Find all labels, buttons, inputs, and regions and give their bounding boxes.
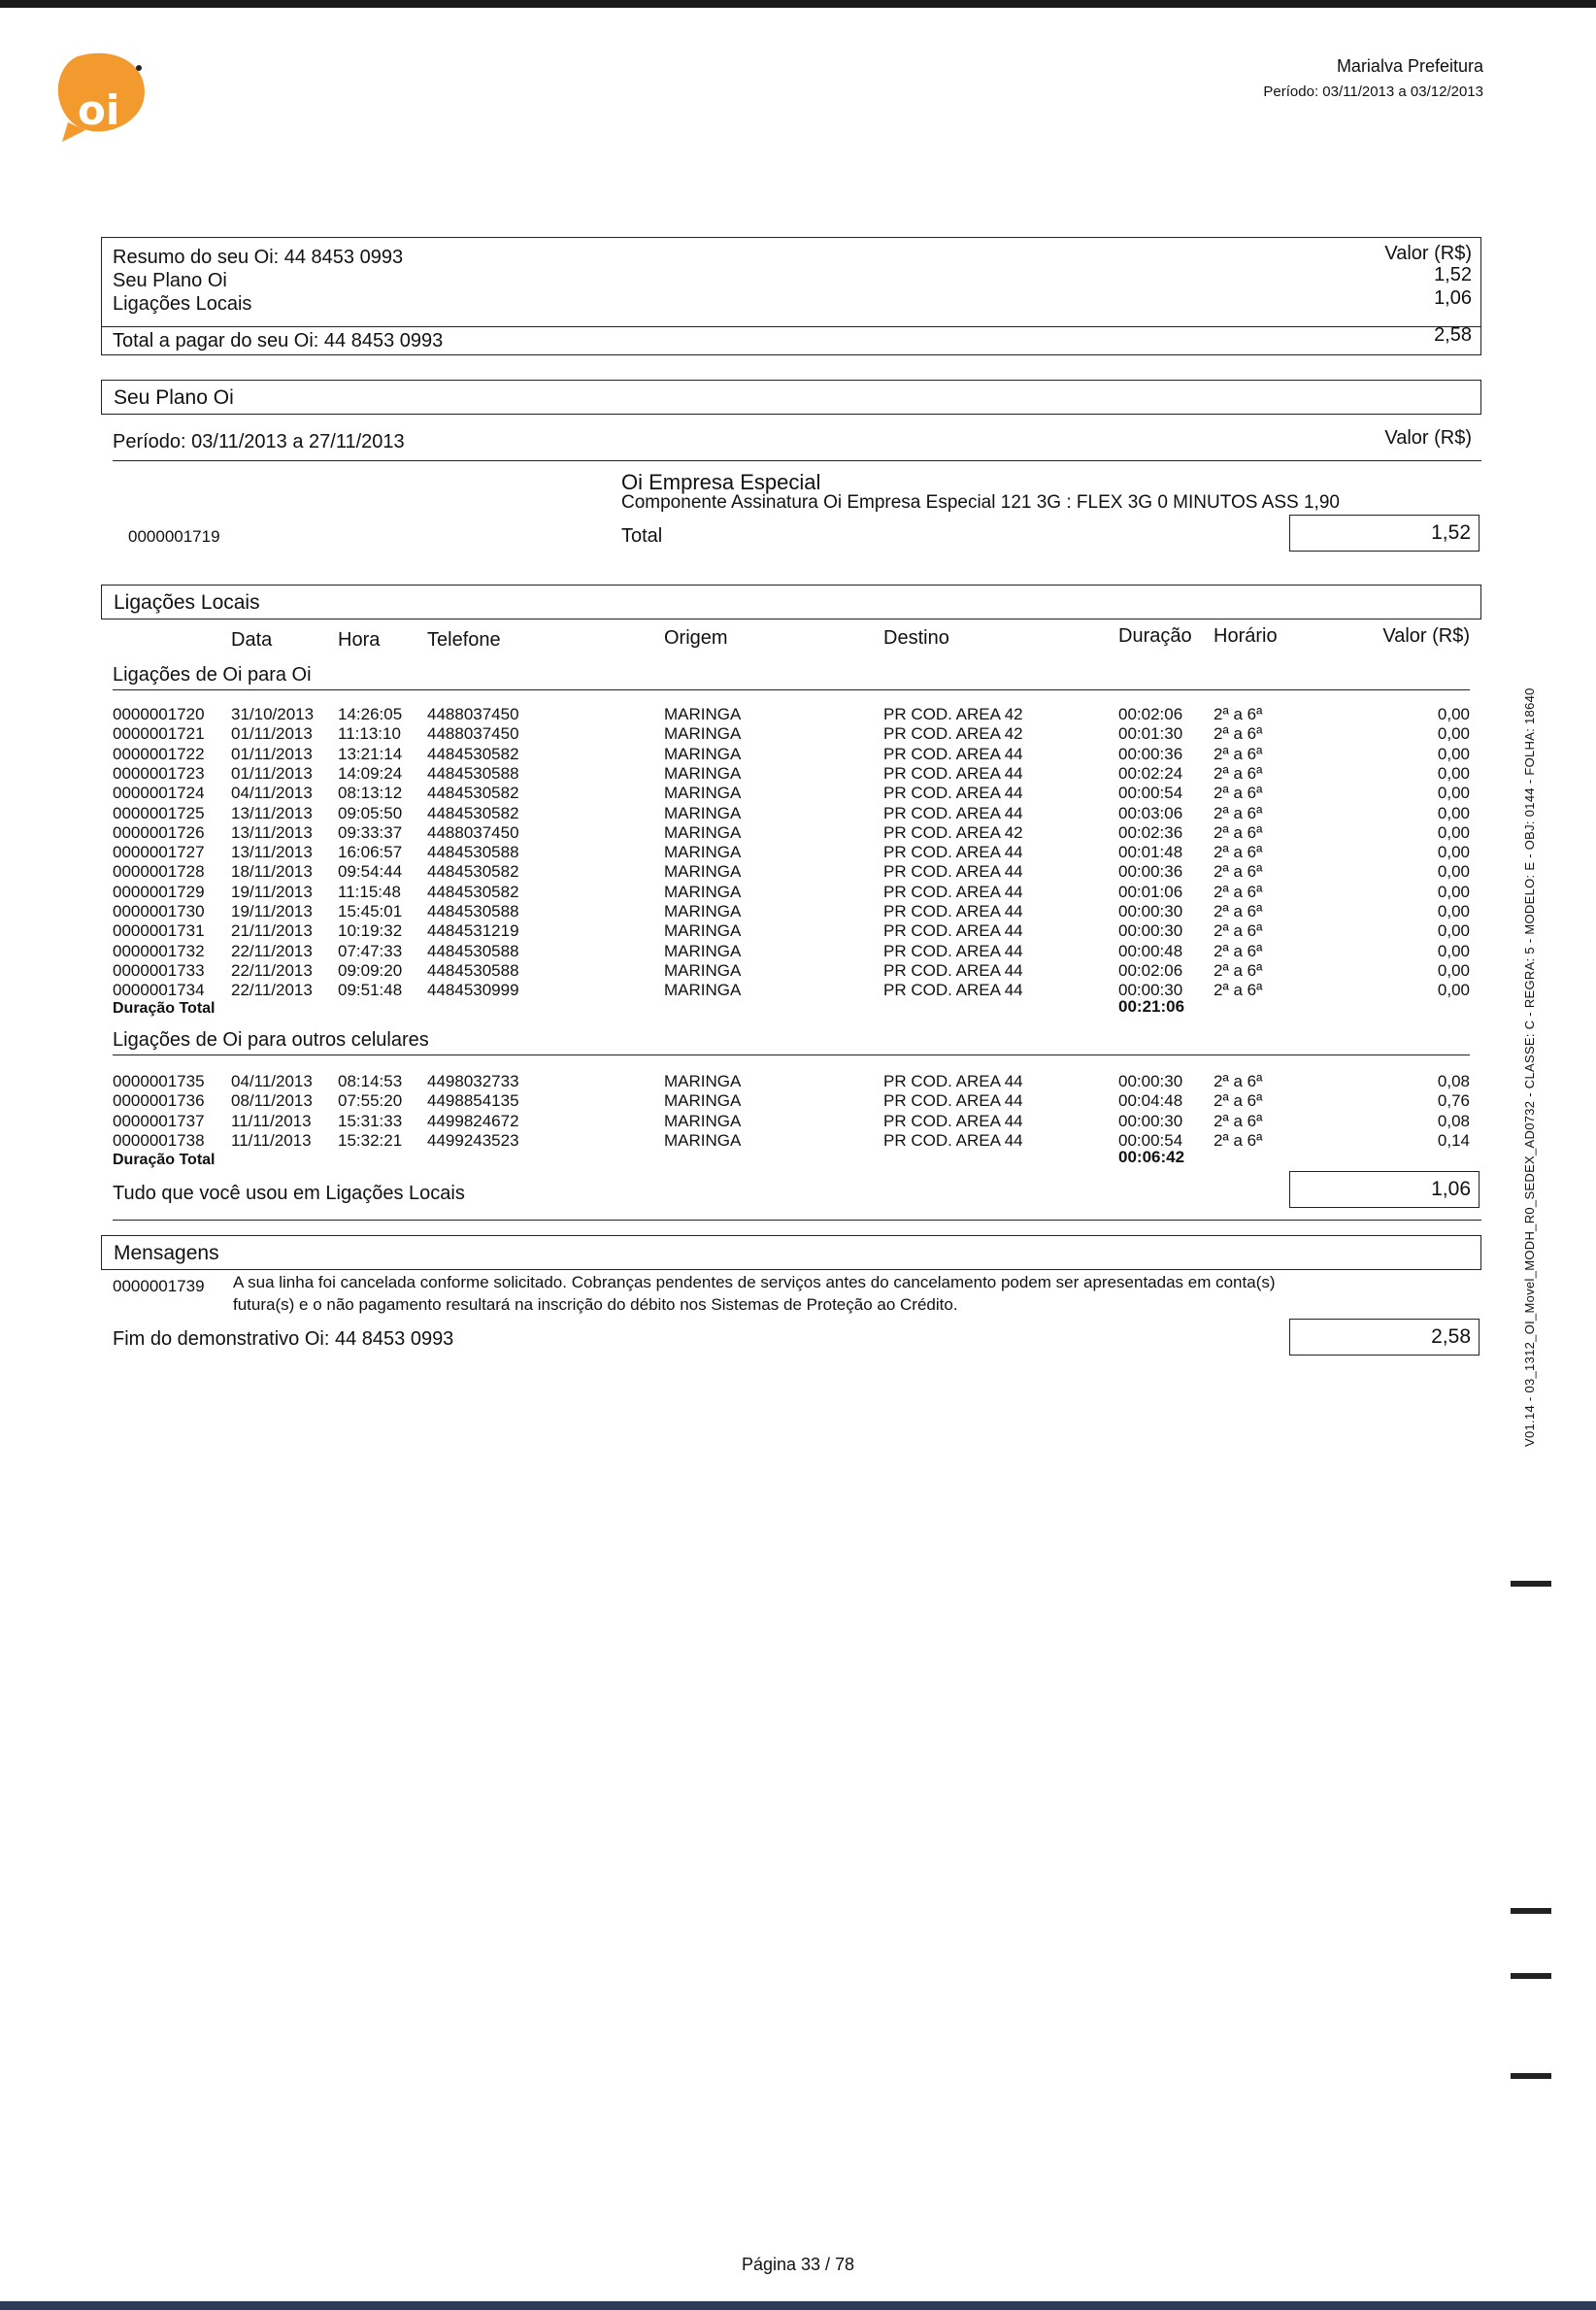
call-value: 0,14 [1437,1130,1470,1150]
call-date: 22/11/2013 [231,960,313,980]
call-origin: MARINGA [664,960,742,980]
call-row [0,724,1596,744]
call-date: 01/11/2013 [231,724,313,744]
call-id: 0000001723 [113,763,205,783]
summary-total-value: 2,58 [1434,324,1472,346]
call-date: 21/11/2013 [231,921,313,941]
end-label: Fim do demonstrativo Oi: 44 8453 0993 [113,1328,454,1350]
call-row [0,883,1596,902]
call-row [0,1112,1596,1131]
plan-divider [113,460,1481,461]
call-value: 0,00 [1437,921,1470,941]
group2-duration-label: Duração Total [113,1152,216,1168]
call-duration: 00:00:48 [1118,941,1183,960]
call-id: 0000001720 [113,705,205,723]
call-duration: 00:00:30 [1118,981,1183,1000]
plan-period: Período: 03/11/2013 a 27/11/2013 [113,431,405,452]
call-time: 09:51:48 [338,981,403,1000]
call-id: 0000001726 [113,822,205,842]
call-duration: 00:00:36 [1118,744,1183,763]
plan-section-title: Seu Plano Oi [114,386,234,409]
call-destination: PR COD. AREA 44 [883,882,1023,901]
call-destination: PR COD. AREA 44 [883,941,1023,960]
call-value: 0,08 [1437,1072,1470,1090]
call-destination: PR COD. AREA 44 [883,1111,1023,1130]
call-row [0,981,1596,1000]
call-time: 14:09:24 [338,763,403,783]
billing-period: Período: 03/11/2013 a 03/12/2013 [1263,84,1483,100]
group1-duration: 00:21:06 [1118,997,1185,1016]
call-value: 0,08 [1437,1111,1470,1130]
call-destination: PR COD. AREA 44 [883,1072,1023,1090]
call-id: 0000001738 [113,1130,205,1150]
plan-id: 0000001719 [128,527,220,546]
call-phone: 4488037450 [427,822,519,842]
call-schedule: 2ª a 6ª [1214,921,1263,941]
call-destination: PR COD. AREA 44 [883,902,1023,921]
call-row [0,1131,1596,1151]
call-phone: 4484530588 [427,960,519,980]
call-duration: 00:00:54 [1118,1130,1183,1150]
call-origin: MARINGA [664,843,742,862]
group1-duration-label: Duração Total [113,1000,216,1017]
call-destination: PR COD. AREA 44 [883,803,1023,822]
call-row [0,1091,1596,1111]
call-destination: PR COD. AREA 44 [883,843,1023,862]
call-destination: PR COD. AREA 44 [883,784,1023,803]
call-duration: 00:00:30 [1118,1072,1183,1090]
calls-section-title: Ligações Locais [114,591,260,614]
call-origin: MARINGA [664,763,742,783]
call-value: 0,00 [1437,882,1470,901]
call-destination: PR COD. AREA 44 [883,744,1023,763]
call-row [0,1072,1596,1091]
call-destination: PR COD. AREA 44 [883,763,1023,783]
call-schedule: 2ª a 6ª [1214,803,1263,822]
call-origin: MARINGA [664,1111,742,1130]
call-schedule: 2ª a 6ª [1214,902,1263,921]
call-date: 04/11/2013 [231,1072,313,1090]
call-duration: 00:02:36 [1118,822,1183,842]
call-destination: PR COD. AREA 44 [883,1130,1023,1150]
calls-section-header [101,585,1481,619]
call-phone: 4484530582 [427,862,519,882]
call-duration: 00:00:36 [1118,862,1183,882]
call-duration: 00:00:30 [1118,1111,1183,1130]
call-date: 13/11/2013 [231,843,313,862]
calls-total-box [1289,1171,1480,1208]
call-row [0,862,1596,882]
call-date: 01/11/2013 [231,763,313,783]
call-phone: 4484530582 [427,784,519,803]
call-origin: MARINGA [664,981,742,1000]
call-value: 0,00 [1437,981,1470,1000]
call-date: 22/11/2013 [231,981,313,1000]
col-origem: Origem [664,627,728,649]
call-row [0,961,1596,981]
call-phone: 4484530588 [427,902,519,921]
call-origin: MARINGA [664,902,742,921]
call-value: 0,00 [1437,822,1470,842]
call-destination: PR COD. AREA 44 [883,960,1023,980]
call-origin: MARINGA [664,744,742,763]
call-schedule: 2ª a 6ª [1214,882,1263,901]
oi-logo [49,47,155,153]
call-phone: 4484530582 [427,744,519,763]
call-schedule: 2ª a 6ª [1214,862,1263,882]
call-schedule: 2ª a 6ª [1214,724,1263,744]
call-time: 08:14:53 [338,1072,403,1090]
col-destino: Destino [883,627,949,649]
call-phone: 4484531219 [427,921,519,941]
call-phone: 4499243523 [427,1130,519,1150]
omr-mark [1511,1581,1551,1587]
call-date: 13/11/2013 [231,822,313,842]
top-border [0,0,1596,8]
call-value: 0,00 [1437,941,1470,960]
call-id: 0000001724 [113,784,205,803]
call-id: 0000001731 [113,921,205,941]
call-id: 0000001725 [113,803,205,822]
omr-mark [1511,1908,1551,1914]
call-value: 0,00 [1437,843,1470,862]
call-duration: 00:00:30 [1118,921,1183,941]
plan-total-value: 1,52 [1431,521,1471,544]
call-row [0,705,1596,724]
call-time: 13:21:14 [338,744,403,763]
page-number: Página 33 / 78 [741,2255,855,2274]
call-date: 19/11/2013 [231,902,313,921]
call-row [0,823,1596,843]
call-id: 0000001734 [113,981,205,1000]
call-origin: MARINGA [664,724,742,744]
call-id: 0000001732 [113,941,205,960]
summary-value-header: Valor (R$) [1384,243,1472,264]
call-row [0,804,1596,823]
col-horario: Horário [1214,625,1278,647]
call-time: 11:13:10 [338,724,401,744]
call-origin: MARINGA [664,882,742,901]
call-duration: 00:01:06 [1118,882,1183,901]
call-date: 11/11/2013 [231,1130,312,1150]
summary-item-value: 1,06 [1434,287,1472,309]
col-duracao: Duração [1118,625,1192,647]
summary-title: Resumo do seu Oi: 44 8453 0993 [113,247,404,268]
group2-duration: 00:06:42 [1118,1148,1185,1166]
call-phone: 4488037450 [427,724,519,744]
call-date: 04/11/2013 [231,784,313,803]
call-id: 0000001733 [113,960,205,980]
call-schedule: 2ª a 6ª [1214,705,1263,723]
call-schedule: 2ª a 6ª [1214,843,1263,862]
call-schedule: 2ª a 6ª [1214,960,1263,980]
call-time: 14:26:05 [338,705,403,723]
call-time: 09:09:20 [338,960,403,980]
col-data: Data [231,629,273,651]
call-value: 0,00 [1437,960,1470,980]
summary-item-value: 1,52 [1434,264,1472,285]
call-time: 10:19:32 [338,921,403,941]
call-schedule: 2ª a 6ª [1214,1091,1263,1111]
col-telefone: Telefone [427,629,501,651]
call-duration: 00:00:30 [1118,902,1183,921]
call-time: 15:32:21 [338,1130,403,1150]
call-id: 0000001730 [113,902,205,921]
call-row [0,902,1596,921]
call-id: 0000001737 [113,1111,205,1130]
call-date: 08/11/2013 [231,1091,313,1111]
call-id: 0000001728 [113,862,205,882]
plan-value-header: Valor (R$) [1384,427,1472,449]
calls-total-label: Tudo que você usou em Ligações Locais [113,1183,465,1204]
call-schedule: 2ª a 6ª [1214,1072,1263,1090]
call-phone: 4484530588 [427,763,519,783]
call-origin: MARINGA [664,822,742,842]
call-date: 22/11/2013 [231,941,313,960]
call-date: 01/11/2013 [231,744,313,763]
call-duration: 00:04:48 [1118,1091,1183,1111]
call-destination: PR COD. AREA 42 [883,724,1023,744]
call-time: 16:06:57 [338,843,403,862]
call-date: 18/11/2013 [231,862,313,882]
call-value: 0,00 [1437,705,1470,723]
summary-item-label: Ligações Locais [113,293,252,315]
call-duration: 00:02:06 [1118,705,1183,723]
col-valor: Valor (R$) [1382,625,1470,647]
call-destination: PR COD. AREA 44 [883,1091,1023,1111]
call-duration: 00:03:06 [1118,803,1183,822]
call-origin: MARINGA [664,1130,742,1150]
call-schedule: 2ª a 6ª [1214,744,1263,763]
call-duration: 00:02:06 [1118,960,1183,980]
call-duration: 00:01:48 [1118,843,1183,862]
plan-section-header [101,380,1481,415]
plan-name: Oi Empresa Especial [621,470,821,494]
call-date: 11/11/2013 [231,1111,312,1130]
call-schedule: 2ª a 6ª [1214,1111,1263,1130]
call-row [0,843,1596,862]
call-id: 0000001735 [113,1072,205,1090]
call-value: 0,00 [1437,902,1470,921]
end-total-box [1289,1319,1480,1356]
call-origin: MARINGA [664,1091,742,1111]
call-duration: 00:00:54 [1118,784,1183,803]
call-time: 09:54:44 [338,862,403,882]
call-row [0,784,1596,803]
call-row [0,921,1596,941]
call-id: 0000001727 [113,843,205,862]
call-value: 0,76 [1437,1091,1470,1111]
call-duration: 00:02:24 [1118,763,1183,783]
call-row [0,745,1596,764]
message-line1: A sua linha foi cancelada conforme solicitado. Cobranças pendentes de serviços antes do cancelamento podem ser apresentadas em conta(s) [233,1273,1276,1291]
call-time: 15:45:01 [338,902,403,921]
call-destination: PR COD. AREA 44 [883,862,1023,882]
call-origin: MARINGA [664,862,742,882]
call-time: 07:47:33 [338,941,403,960]
end-total-value: 2,58 [1431,1325,1471,1348]
call-schedule: 2ª a 6ª [1214,1130,1263,1150]
plan-total-label: Total [621,525,663,547]
call-time: 11:15:48 [338,882,401,901]
call-phone: 4484530588 [427,843,519,862]
omr-mark [1511,1973,1551,1979]
group2-title: Ligações de Oi para outros celulares [113,1029,429,1051]
svg-text:oi: oi [78,86,120,134]
call-destination: PR COD. AREA 42 [883,705,1023,723]
call-row [0,764,1596,784]
group1-title: Ligações de Oi para Oi [113,664,312,686]
omr-mark [1511,2073,1551,2079]
call-value: 0,00 [1437,803,1470,822]
call-id: 0000001722 [113,744,205,763]
call-origin: MARINGA [664,941,742,960]
side-control-text: V01.14 - 03_1312_OI_Movel_MODH_R0_SEDEX_AD0732 - CLASSE: C - REGRA: 5 - MODELO: E - OBJ: 0144 - FOLHA: 18640 [1522,687,1537,1447]
plan-component: Componente Assinatura Oi Empresa Especial 121 3G : FLEX 3G 0 MINUTOS ASS 1,90 [621,492,1340,513]
calls-end-divider [113,1220,1481,1221]
messages-section-header [101,1235,1481,1270]
group1-divider [113,689,1470,690]
call-origin: MARINGA [664,921,742,941]
message-line2: futura(s) e o não pagamento resultará na inscrição do débito nos Sistemas de Proteção ao Crédito. [233,1295,958,1314]
call-id: 0000001721 [113,724,205,744]
call-phone: 4484530999 [427,981,519,1000]
call-origin: MARINGA [664,1072,742,1090]
col-hora: Hora [338,629,381,651]
summary-total-label: Total a pagar do seu Oi: 44 8453 0993 [113,330,444,352]
call-schedule: 2ª a 6ª [1214,981,1263,1000]
call-schedule: 2ª a 6ª [1214,784,1263,803]
call-schedule: 2ª a 6ª [1214,822,1263,842]
call-row [0,942,1596,961]
call-phone: 4484530582 [427,803,519,822]
call-phone: 4484530582 [427,882,519,901]
call-destination: PR COD. AREA 42 [883,822,1023,842]
message-id: 0000001739 [113,1277,205,1295]
call-schedule: 2ª a 6ª [1214,941,1263,960]
call-date: 13/11/2013 [231,803,313,822]
customer-name: Marialva Prefeitura [1336,56,1483,76]
call-phone: 4498854135 [427,1091,519,1111]
call-value: 0,00 [1437,763,1470,783]
call-time: 09:05:50 [338,803,403,822]
call-duration: 00:01:30 [1118,724,1183,744]
call-destination: PR COD. AREA 44 [883,981,1023,1000]
summary-divider [101,326,1481,327]
call-time: 07:55:20 [338,1091,403,1111]
call-value: 0,00 [1437,862,1470,882]
call-date: 31/10/2013 [231,705,315,723]
call-phone: 4499824672 [427,1111,519,1130]
call-phone: 4498032733 [427,1072,519,1090]
call-time: 08:13:12 [338,784,403,803]
call-phone: 4488037450 [427,705,519,723]
call-time: 09:33:37 [338,822,403,842]
call-origin: MARINGA [664,803,742,822]
calls-total-value: 1,06 [1431,1178,1471,1200]
call-origin: MARINGA [664,705,742,723]
bottom-border [0,2301,1596,2310]
call-schedule: 2ª a 6ª [1214,763,1263,783]
call-value: 0,00 [1437,784,1470,803]
plan-total-box [1289,515,1480,552]
call-value: 0,00 [1437,744,1470,763]
call-id: 0000001736 [113,1091,205,1111]
call-destination: PR COD. AREA 44 [883,921,1023,941]
call-time: 15:31:33 [338,1111,403,1130]
summary-item-label: Seu Plano Oi [113,270,227,291]
call-origin: MARINGA [664,784,742,803]
call-phone: 4484530588 [427,941,519,960]
call-value: 0,00 [1437,724,1470,744]
call-id: 0000001729 [113,882,205,901]
call-date: 19/11/2013 [231,882,313,901]
messages-section-title: Mensagens [114,1242,219,1264]
